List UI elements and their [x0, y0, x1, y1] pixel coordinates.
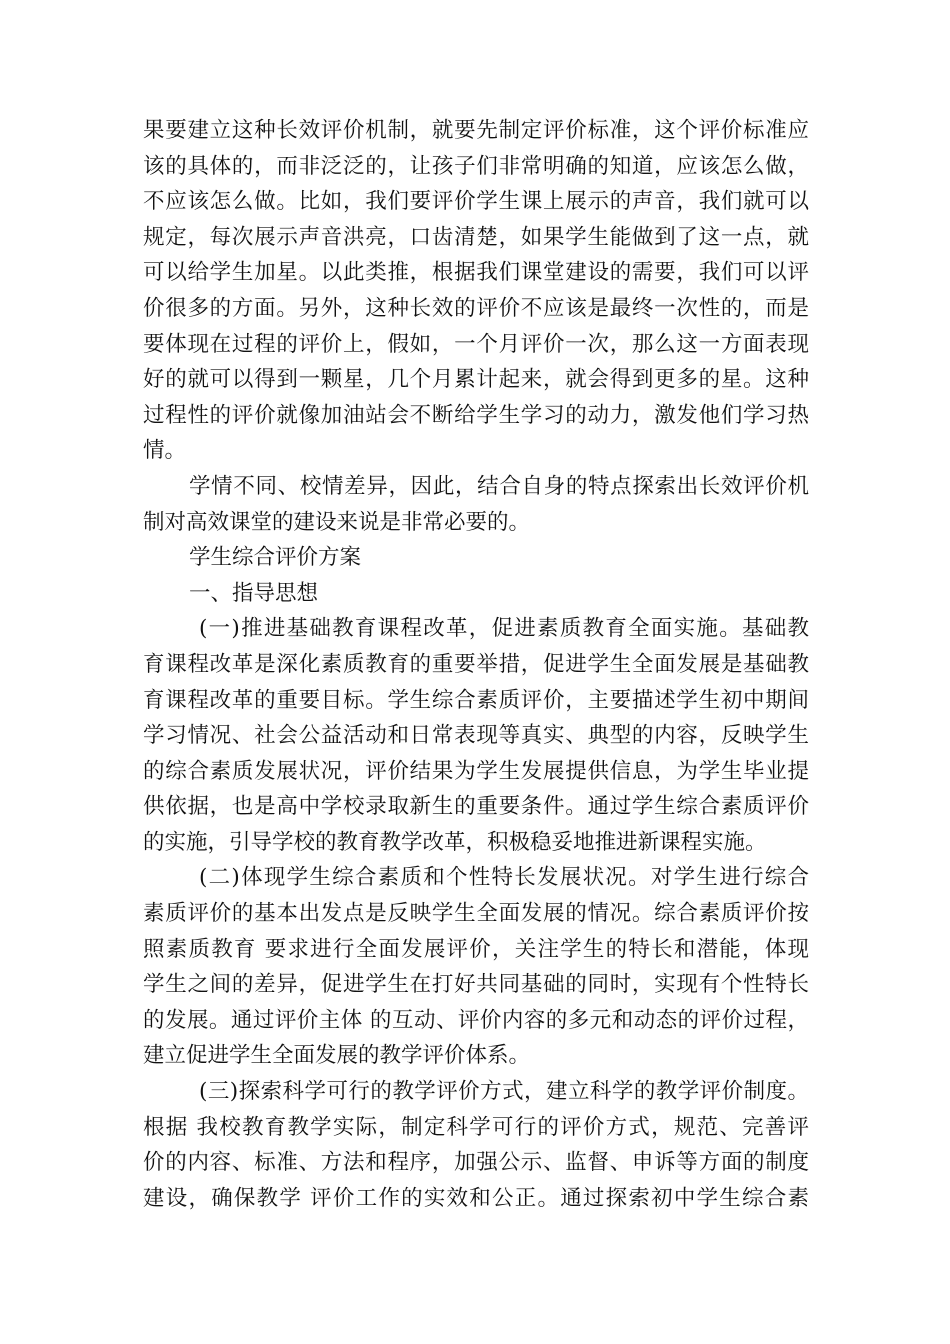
text-line: 的实施，引导学校的教育教学改革，积极稳妥地推进新课程实施。 [143, 829, 767, 855]
text-line: (三)探索科学可行的教学评价方式，建立科学的教学评价制度。 [199, 1079, 809, 1105]
text-line: 的综合素质发展状况，评价结果为学生发展提供信息，为学生毕业提 [143, 758, 809, 784]
text-line: 可以给学生加星。以此类推，根据我们课堂建设的需要，我们可以评 [143, 260, 809, 286]
text-line: 学生综合评价方案 [189, 545, 362, 571]
text-line: 价的内容、标准、方法和程序，加强公示、监督、申诉等方面的制度 [143, 1150, 809, 1176]
text-line: 供依据，也是高中学校录取新生的重要条件。通过学生综合素质评价 [143, 794, 809, 820]
text-line: 一、指导思想 [189, 580, 319, 606]
text-line: 的发展。通过评价主体 的互动、评价内容的多元和动态的评价过程， [143, 1007, 809, 1033]
text-line: 照素质教育 要求进行全面发展评价，关注学生的特长和潜能，体现 [143, 936, 809, 962]
text-line: 学情不同、校情差异，因此，结合自身的特点探索出长效评价机 [189, 473, 809, 499]
text-line: 过程性的评价就像加油站会不断给学生学习的动力，激发他们学习热 [143, 402, 809, 428]
text-line: (二)体现学生综合素质和个性特长发展状况。对学生进行综合 [199, 865, 809, 891]
text-line: 情。 [143, 438, 187, 464]
text-line: 制对高效课堂的建设来说是非常必要的。 [143, 509, 531, 535]
text-line: 育课程改革的重要目标。学生综合素质评价，主要描述学生初中期间 [143, 687, 809, 713]
text-line: (一)推进基础教育课程改革，促进素质教育全面实施。基础教 [199, 616, 809, 642]
text-line: 不应该怎么做。比如，我们要评价学生课上展示的声音，我们就可以 [143, 189, 809, 215]
text-line: 学习情况、社会公益活动和日常表现等真实、典型的内容，反映学生 [143, 723, 809, 749]
text-line: 育课程改革是深化素质教育的重要举措，促进学生全面发展是基础教 [143, 651, 809, 677]
text-line: 建设，确保教学 评价工作的实效和公正。通过探索初中学生综合素 [143, 1185, 809, 1211]
text-line: 学生之间的差异，促进学生在打好共同基础的同时，实现有个性特长 [143, 972, 809, 998]
text-line: 建立促进学生全面发展的教学评价体系。 [143, 1043, 531, 1069]
document-page [143, 113, 809, 1216]
text-line: 该的具体的，而非泛泛的，让孩子们非常明确的知道，应该怎么做， [143, 153, 809, 179]
text-line: 规定，每次展示声音洪亮，口齿清楚，如果学生能做到了这一点，就 [143, 224, 809, 250]
text-line: 价很多的方面。另外，这种长效的评价不应该是最终一次性的，而是 [143, 295, 809, 321]
text-line: 根据 我校教育教学实际，制定科学可行的评价方式，规范、完善评 [143, 1114, 809, 1140]
text-line: 要体现在过程的评价上，假如，一个月评价一次，那么这一方面表现 [143, 331, 809, 357]
document-body [143, 113, 809, 1216]
text-line: 果要建立这种长效评价机制，就要先制定评价标准，这个评价标准应 [143, 118, 809, 143]
text-line: 好的就可以得到一颗星，几个月累计起来，就会得到更多的星。这种 [143, 367, 809, 393]
text-line: 素质评价的基本出发点是反映学生全面发展的情况。综合素质评价按 [143, 901, 809, 927]
